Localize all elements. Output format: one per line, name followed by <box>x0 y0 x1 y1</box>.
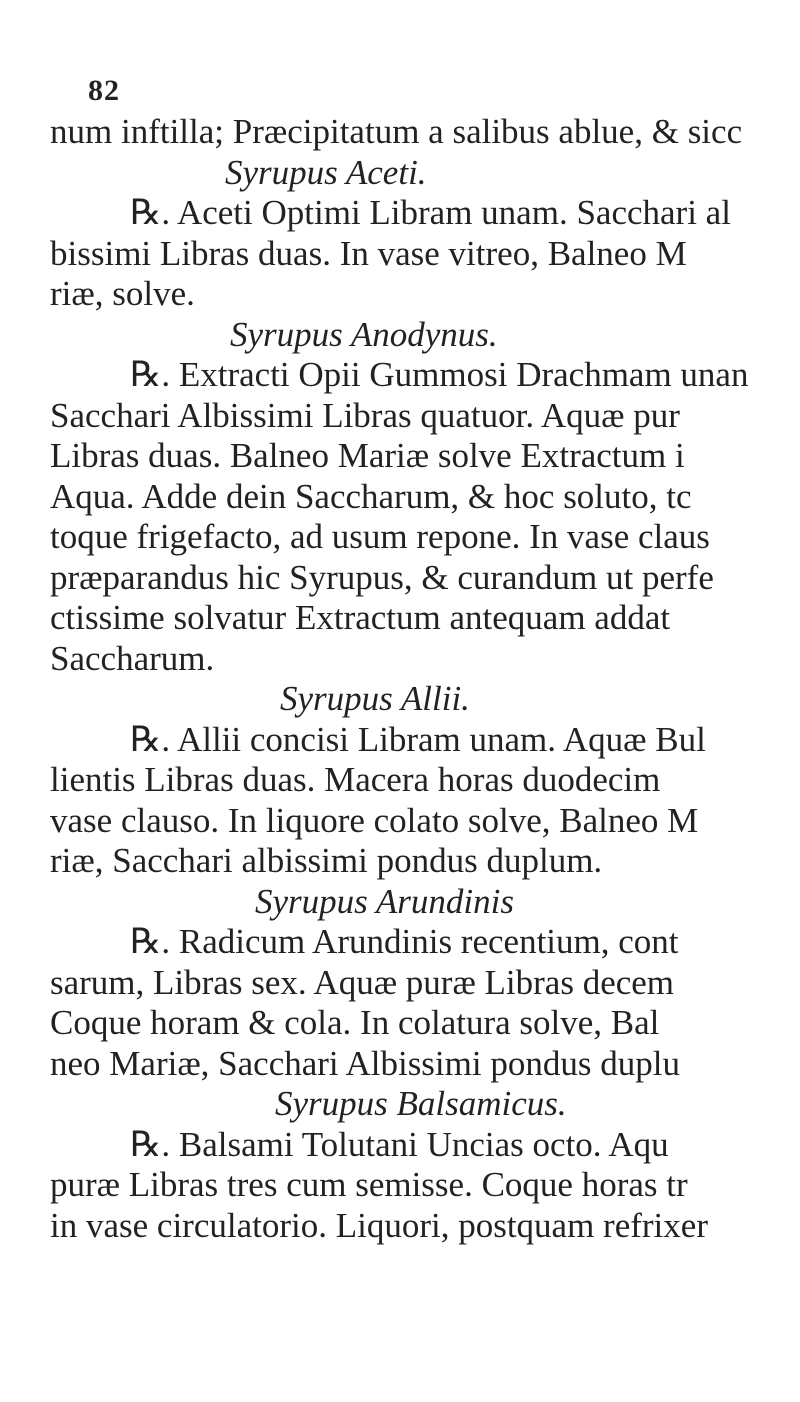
recipe-title: Syrupus Balsamicus. <box>275 1084 567 1123</box>
text-block <box>50 112 800 1246</box>
recipe-title: Syrupus Arundinis <box>255 881 514 921</box>
recipe-title: Syrupus Allii. <box>280 679 470 718</box>
text-line: riæ, Sacchari albissimi pondus duplum. <box>50 841 603 880</box>
text-line: ℞. Aceti Optimi Libram unam. Sacchari al <box>130 193 731 232</box>
text-line: lientis Libras duas. Macera horas duodecim <box>50 760 661 799</box>
text-line: Aqua. Adde dein Saccharum, & hoc soluto, tc <box>50 476 692 516</box>
text-line: præparandus hic Syrupus, & curandum ut perfe <box>50 557 714 597</box>
text-line: sarum, Libras sex. Aquæ puræ Libras decem <box>50 962 675 1002</box>
text-line: puræ Libras tres cum semisse. Coque horas tr <box>50 1165 688 1204</box>
recipe-title: Syrupus Aceti. <box>225 152 427 192</box>
text-line: neo Mariæ, Sacchari Albissimi pondus duplu <box>50 1043 680 1083</box>
text-line: Sacchari Albissimi Libras quatuor. Aquæ pur <box>50 395 680 435</box>
text-line: bissimi Libras duas. In vase vitreo, Balneo M <box>50 233 687 273</box>
text-line: Saccharum. <box>50 638 215 678</box>
recipe-title: Syrupus Anodynus. <box>230 314 498 354</box>
text-line: ℞. Balsami Tolutani Uncias octo. Aqu <box>130 1124 669 1164</box>
text-line: ctissime solvatur Extractum antequam addat <box>50 598 671 637</box>
text-line: Coque horam & cola. In colatura solve, Bal <box>50 1003 660 1042</box>
text-line: ℞. Extracti Opii Gummosi Drachmam unan <box>130 355 749 394</box>
text-line: toque frigefacto, ad usum repone. In vase claus <box>50 517 710 556</box>
text-line: riæ, solve. <box>50 274 195 313</box>
text-line: num inftilla; Præcipitatum a salibus ablue, & sicc <box>50 112 743 151</box>
page-number: 82 <box>88 74 120 107</box>
text-line: ℞. Radicum Arundinis recentium, cont <box>130 922 679 961</box>
text-line: Libras duas. Balneo Mariæ solve Extractum i <box>50 436 685 475</box>
text-line: in vase circulatorio. Liquori, postquam refrixer <box>50 1205 708 1245</box>
text-line: vase clauso. In liquore colato solve, Balneo M <box>50 800 699 840</box>
text-line: ℞. Allii concisi Libram unam. Aquæ Bul <box>130 719 706 759</box>
